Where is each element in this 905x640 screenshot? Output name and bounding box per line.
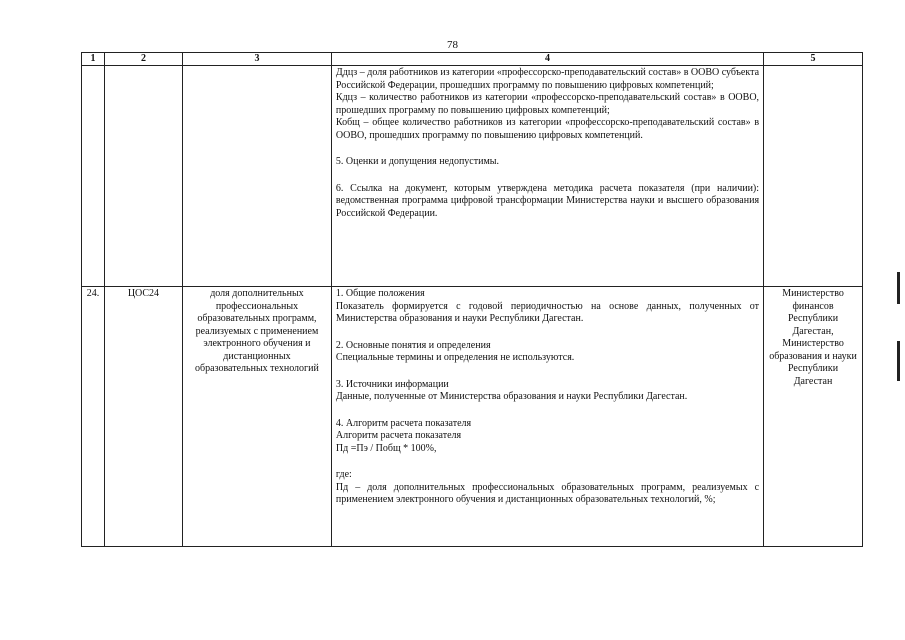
- definition-ddcz: Ддцз – доля работников из категории «профессорско-преподавательский состав» в ООВО субъекта Российской Федерации, прошедших программу по повышению цифровых компетенций;: [335, 67, 760, 91]
- table-row: [82, 66, 863, 287]
- cell-num: [82, 66, 105, 287]
- indicator-code: ЦОС24: [104, 287, 182, 547]
- algorithm-subtitle: Алгоритм расчета показателя: [335, 430, 462, 441]
- row-number: 24.: [82, 287, 105, 547]
- section-title-general: 1. Общие положения: [335, 288, 425, 299]
- definition-pd: Пд – доля дополнительных профессиональных образовательных программ, реализуемых с применением электронного обучения и дистанционных образовательных технологий, %;: [335, 481, 760, 505]
- cell-methodology: [331, 66, 763, 287]
- cell-responsible: [764, 66, 863, 287]
- indicator-methodology: [331, 287, 763, 547]
- column-header-1: 1: [82, 53, 105, 66]
- page-number: 78: [447, 39, 458, 51]
- cell-name: [183, 66, 332, 287]
- section-title-algorithm: 4. Алгоритм расчета показателя: [335, 417, 472, 429]
- column-header-4: 4: [331, 53, 763, 66]
- section-text-general: Показатель формируется с годовой периодичностью на основе данных, полученных от Министерства образования и науки Республики Дагестан.: [335, 300, 760, 324]
- where-label: где:: [335, 469, 352, 480]
- responsible-bodies: Министерство финансов Республики Дагестан, Министерство образования и науки Республики Дагестан: [764, 287, 863, 547]
- indicator-name: доля дополнительных профессиональных образовательных программ, реализуемых с применением электронного обучения и дистанционных образовательных технологий: [183, 287, 332, 547]
- table-header-row: [82, 53, 863, 66]
- document-reference: 6. Ссылка на документ, которым утверждена методика расчета показателя (при наличии): ведомственная программа цифровой трансформации Министерства науки и высшего образования Российской Федерации.: [335, 182, 760, 219]
- definition-kobsh: Кобщ – общее количество работников из категории «профессорско-преподавательский состав» в ООВО, прошедших программу по повышению цифровых компетенций.: [335, 117, 760, 141]
- section-title-definitions: 2. Основные понятия и определения: [335, 339, 491, 351]
- column-header-3: 3: [183, 53, 332, 66]
- section-title-sources: 3. Источники информации: [335, 378, 449, 390]
- formula: Пд =Пэ / Побщ * 100%,: [335, 442, 437, 454]
- table-row: [82, 287, 863, 547]
- column-header-5: 5: [764, 53, 863, 66]
- column-header-2: 2: [104, 53, 182, 66]
- scan-mark: [897, 272, 900, 304]
- section-text-sources: Данные, полученные от Министерства образования и науки Республики Дагестан.: [335, 391, 688, 402]
- indicator-table: [81, 52, 863, 547]
- scan-mark: [897, 341, 900, 381]
- section-text-definitions: Специальные термины и определения не используются.: [335, 352, 575, 363]
- cell-code: [104, 66, 182, 287]
- assumptions-text: 5. Оценки и допущения недопустимы.: [335, 156, 500, 167]
- definition-kdcz: Кдцз – количество работников из категории «профессорско-преподавательский состав» в ООВО, прошедших программу по повышению цифровых компетенций;: [335, 92, 760, 116]
